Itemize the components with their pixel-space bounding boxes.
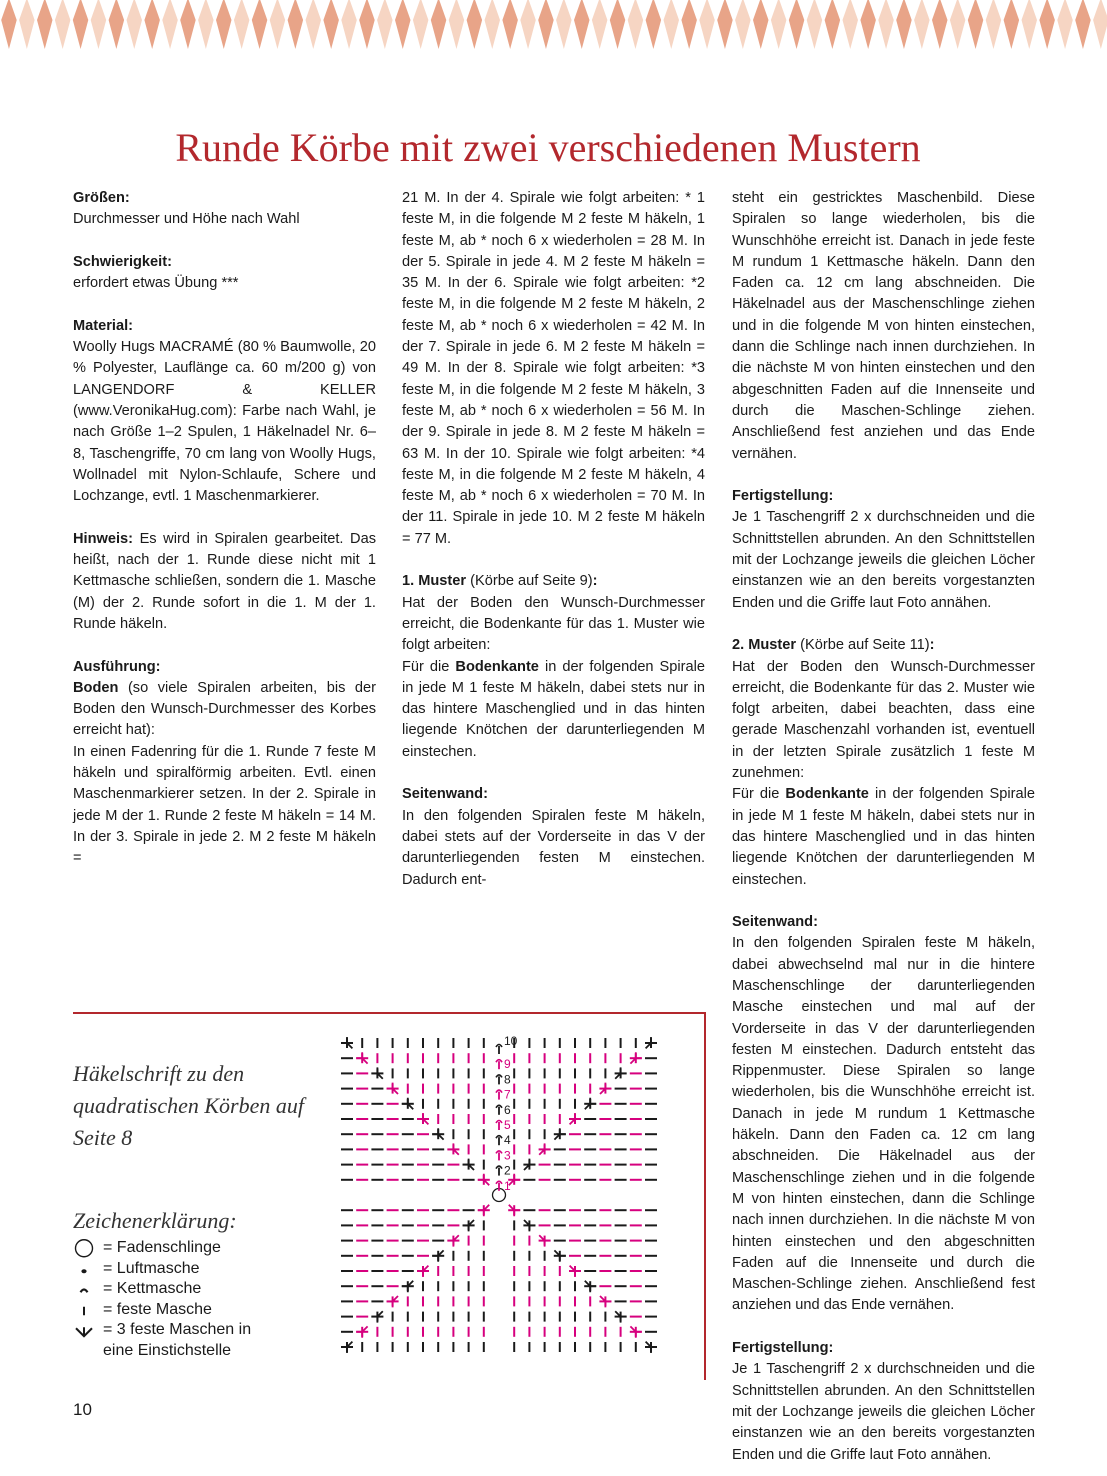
diamond-shape (717, 0, 733, 49)
three-in-one-icon (73, 1320, 99, 1341)
diamond-shape (1093, 0, 1107, 49)
diamond-shape (270, 0, 286, 49)
crochet-chart (340, 1036, 670, 1366)
section-heading-groessen: Größen: (73, 190, 130, 206)
diamond-shape (1057, 0, 1073, 49)
single-crochet-icon (73, 1300, 99, 1321)
diamond-shape (628, 0, 644, 49)
seitenwand-2-text: In den folgenden Spiralen feste M häkeln, dabei abwechselnd mal nur in die hintere Maschenschlinge der darunterliegenden Masche einstechen und mal auf der Vorderseite in das V der darunterliegenden festen M einstechen. Dadurch entsteht das Rippenmuster. Diese Spiralen so lange wiederholen, bis die Wunschhöhe erreicht ist. Danach in jede M rundum 1 Kettmasche häkeln. Dann den Faden ca. 12 cm lang abschneiden. Die Häkelnadel aus der Maschenschlinge ziehen und in die folgende M von hinten einstechen, dann die Schlinge nach innen durchziehen. In die nächste M von hinten einstechen und den abgeschnitten Faden auf die Innenseite und durch die Maschen-Schlinge ziehen. Anschließend fest anziehen und das Ende vernähen. (732, 935, 1035, 1314)
bodenkante-prefix: Für die (402, 658, 456, 675)
diamond-shape (896, 0, 912, 49)
muster2-text: Hat der Boden den Wunsch-Durchmesser erreicht, die Bodenkante für das 2. Muster wie folgt arbeiten, dabei beachten, dass eine gerade Maschenzahl vorhanden ist, eventuell in der letzten Spirale zusätzlich 1 feste M zunehmen: (732, 658, 1035, 782)
page-number: 10 (73, 1400, 92, 1419)
diamond-shape (789, 0, 805, 49)
diamond-shape (502, 0, 518, 49)
diamond-shape (341, 0, 357, 49)
seitenwand-text: In den folgenden Spiralen feste M häkeln, dabei stets auf der Vorderseite in das V der darunterliegenden festen M einstechen. Dadurch ent- (402, 807, 705, 888)
bodenkante-2-text: in der folgenden Spirale in jede M 1 feste M häkeln, dabei stets nur in das hintere Maschenglied und in das hinten liegende Knötchen der darunterliegenden M einstechen. (732, 786, 1035, 888)
diamond-shape (109, 0, 125, 49)
section-heading-material: Material: (73, 317, 134, 334)
schwierigkeit-text: erfordert etwas Übung *** (73, 275, 239, 292)
diamond-shape (377, 0, 393, 49)
diamond-shape (574, 0, 590, 49)
muster1-text: Hat der Boden den Wunsch-Durchmesser erreicht, die Bodenkante für das 1. Muster wie folgt arbeiten: (402, 594, 705, 654)
round-label: 5 (504, 1118, 511, 1132)
boden-instructions: In einen Fadenring für die 1. Runde 7 feste M häkeln und spiralförmig arbeiten. Evtl. einen Maschenmarkierer setzen. In der 2. Spirale in jede M der 1. Runde 2 feste M häkeln = 14 M. In der 3. Spirale in jede 2. M 2 feste M häkeln = (73, 743, 376, 867)
diamond-shape (37, 0, 53, 49)
diamond-shape (1, 0, 17, 49)
diamond-shape (699, 0, 715, 49)
hinweis-heading: Hinweis: (73, 530, 134, 547)
groessen-text: Durchmesser und Höhe nach Wahl (73, 211, 300, 228)
bodenkante-text: in der folgenden Spirale in jede M 1 feste M häkeln, dabei stets nur in das hintere Maschenglied und in das hinten liegende Knötchen der darunterliegenden M einstechen. (402, 658, 705, 760)
diamond-shape (735, 0, 751, 49)
round-label: 4 (504, 1133, 511, 1148)
ring-icon (73, 1238, 99, 1259)
diamond-shape (288, 0, 304, 49)
section-heading-fertigstellung-1: Fertigstellung: (732, 488, 834, 505)
hinweis-text: Es wird in Spiralen gearbeitet. Das heißt, nach der 1. Runde diese nicht mit 1 Kettmasche schließen, sondern die 1. Masche (M) der 2. Runde sofort in die 1. M der 1. Runde häkeln. (73, 530, 376, 632)
seitenwand-continued-text: steht ein gestricktes Maschenbild. Diese Spiralen so lange wiederholen, bis die Wunschhöhe erreicht ist. Danach in jede feste M rundum 1 Kettmasche häkeln. Dann den Faden ca. 12 cm lang abschneiden. Die Häkelnadel aus der Maschenschlinge ziehen und in die folgende M von hinten einstechen, dann die Schlinge nach innen durchziehen. In die nächste M von hinten einstechen und den abgeschnitten Faden auf die Innenseite und durch die Maschen-Schlinge ziehen. Anschließend fest anziehen und das Ende vernähen. (732, 190, 1035, 462)
section-heading-fertigstellung-2: Fertigstellung: (732, 1340, 834, 1357)
spiral-instructions: 21 M. In der 4. Spirale wie folgt arbeiten: * 1 feste M, in die folgende M 2 feste M häkeln, 1 feste M, ab * noch 6 x wiederholen = 28 M. In der 5. Spirale in jede 4. M 2 feste M häkeln = 35 M. In der 6. Spirale wie folgt arbeiten: *2 feste M, in die folgende M 2 feste M häkeln, 2 feste M, ab * noch 6 x wiederholen = 42 M. In der 7. Spirale in jede 6. M 2 feste M häkeln = 49 M. In der 8. Spirale wie folgt arbeiten: *3 feste M, in die folgende M 2 feste M häkeln, 3 feste M, ab * noch 6 x wiederholen = 56 M. In der 9. Spirale in jede 8. M 2 feste M häkeln = 63 M. In der 10. Spirale wie folgt arbeiten: *4 feste M, in die folgende M 2 feste M häkeln, 4 feste M, ab * noch 6 x wiederholen = 70 M. In der 11. Spirale in jede 10. M 2 feste M häkeln = 77 M. (402, 190, 705, 547)
text-column-3 (732, 188, 1035, 1466)
diagram-title: Häkelschrift zu den quadratischen Körben auf Seite 8 (73, 1061, 304, 1150)
diamond-shape (55, 0, 71, 49)
diamond-shape (753, 0, 769, 49)
legend-label: = feste Masche (103, 1300, 212, 1318)
diamond-shape (986, 0, 1002, 49)
diamond-shape (520, 0, 536, 49)
round-label: 1 (504, 1178, 511, 1193)
diagram-frame-right-rule (704, 1012, 706, 1380)
diamond-shape (1022, 0, 1038, 49)
diamond-shape (323, 0, 339, 49)
diamond-shape (592, 0, 608, 49)
diamond-shape (144, 0, 160, 49)
diamond-shape (19, 0, 34, 49)
diamond-shape (127, 0, 143, 49)
muster1-colon: : (592, 573, 598, 590)
fertigstellung-1-text: Je 1 Taschengriff 2 x durchschneiden und die Schnittstellen abrunden. An den Schnittstellen mit der Lochzange jeweils die gleichen Löcher einstanzen wie an den bereits vorgestanzten Enden und die Griffe laut Foto annähen. (732, 509, 1035, 611)
diamond-shape (681, 0, 697, 49)
diamond-shape (556, 0, 572, 49)
round-label: 8 (504, 1072, 511, 1087)
bodenkante-2-label: Bodenkante (785, 786, 869, 803)
diamond-shape (467, 0, 483, 49)
muster2-heading: 2. Muster (732, 637, 797, 654)
round-label: 2 (504, 1163, 511, 1178)
diamond-shape (878, 0, 894, 49)
round-label: 10 (504, 1036, 518, 1048)
material-text: Woolly Hugs MACRAMÉ (80 % Baumwolle, 20 % Polyester, Lauflänge ca. 60 m/200 g) von LANGENDORF & KELLER (www.VeronikaHug.com): Farbe nach Wahl, je nach Größe 1–2 Spulen, 1 Häkelnadel Nr. 6–8, Taschengriffe, 70 cm lang von Woolly Hugs, Wollnadel mit Nylon-Schlaufe, Schere und Lochzange, evtl. 1 Maschenmarkierer. (73, 339, 376, 505)
bodenkante-2-prefix: Für die (732, 786, 786, 803)
text-column-1 (73, 188, 376, 870)
legend-title: Zeichenerklärung: (73, 1208, 237, 1233)
diamond-shape (664, 0, 680, 49)
section-heading-seitenwand: Seitenwand: (402, 786, 488, 803)
diamond-border-decoration (0, 0, 1107, 52)
diamond-shape (914, 0, 930, 49)
diamond-shape (359, 0, 375, 49)
diamond-shape (162, 0, 178, 49)
round-label: 6 (504, 1102, 511, 1117)
diamond-shape (413, 0, 429, 49)
diamond-shape (825, 0, 841, 49)
legend-label: = 3 feste Maschen in eine Einstichstelle (103, 1321, 252, 1359)
diamond-shape (306, 0, 322, 49)
diamond-shape (950, 0, 966, 49)
muster1-heading: 1. Muster (402, 573, 467, 590)
diamond-shape (485, 0, 501, 49)
boden-label: Boden (73, 679, 119, 696)
section-heading-seitenwand-2: Seitenwand: (732, 914, 818, 931)
legend-label: = Kettmasche (103, 1280, 202, 1297)
diamond-shape (180, 0, 196, 49)
diamond-shape (234, 0, 250, 49)
round-label: 9 (504, 1057, 511, 1072)
diamond-shape (646, 0, 662, 49)
section-heading-schwierigkeit: Schwierigkeit: (73, 253, 172, 270)
diamond-shape (91, 0, 107, 49)
diamond-shape (538, 0, 554, 49)
diamond-shape (968, 0, 984, 49)
legend-label: = Luftmasche (103, 1259, 200, 1277)
diamond-shape (843, 0, 859, 49)
boden-text: (so viele Spiralen arbeiten, bis der Boden den Wunsch-Durchmesser des Korbes erreicht hat): (73, 679, 376, 739)
chain-stitch-icon (73, 1259, 99, 1280)
diamond-shape (771, 0, 787, 49)
diamond-shape (860, 0, 876, 49)
diamond-shape (932, 0, 948, 49)
diamond-shape (431, 0, 447, 49)
diamond-shape (252, 0, 267, 49)
diamond-shape (198, 0, 214, 49)
round-label: 7 (504, 1087, 511, 1102)
section-heading-ausfuehrung: Ausführung: (73, 658, 161, 675)
diamond-shape (395, 0, 411, 49)
muster2-colon: : (929, 637, 935, 654)
diamond-shape (807, 0, 823, 49)
diamond-shape (610, 0, 626, 49)
page-title: Runde Körbe mit zwei verschiedenen Mustern (175, 125, 921, 170)
diamond-shape (1004, 0, 1020, 49)
diamond-shape (1075, 0, 1091, 49)
fertigstellung-2-text: Je 1 Taschengriff 2 x durchschneiden und die Schnittstellen abrunden. An den Schnittstellen mit der Lochzange jeweils die gleichen Löcher einstanzen wie an den bereits vorgestanzten Enden und die Griffe laut Foto annähen. (732, 1361, 1035, 1463)
diamond-shape (1039, 0, 1055, 49)
text-column-2 (402, 188, 705, 891)
diamond-shape (216, 0, 232, 49)
diamond-shape (73, 0, 89, 49)
legend-label: = Fadenschlinge (103, 1239, 221, 1256)
diagram-frame-top-rule (73, 1012, 706, 1014)
muster2-reference: (Körbe auf Seite 11) (796, 637, 930, 654)
round-label: 3 (504, 1148, 511, 1163)
slip-stitch-icon (73, 1279, 99, 1300)
diamond-shape (449, 0, 465, 49)
bodenkante-label: Bodenkante (455, 658, 539, 675)
muster1-reference: (Körbe auf Seite 9) (466, 573, 593, 590)
